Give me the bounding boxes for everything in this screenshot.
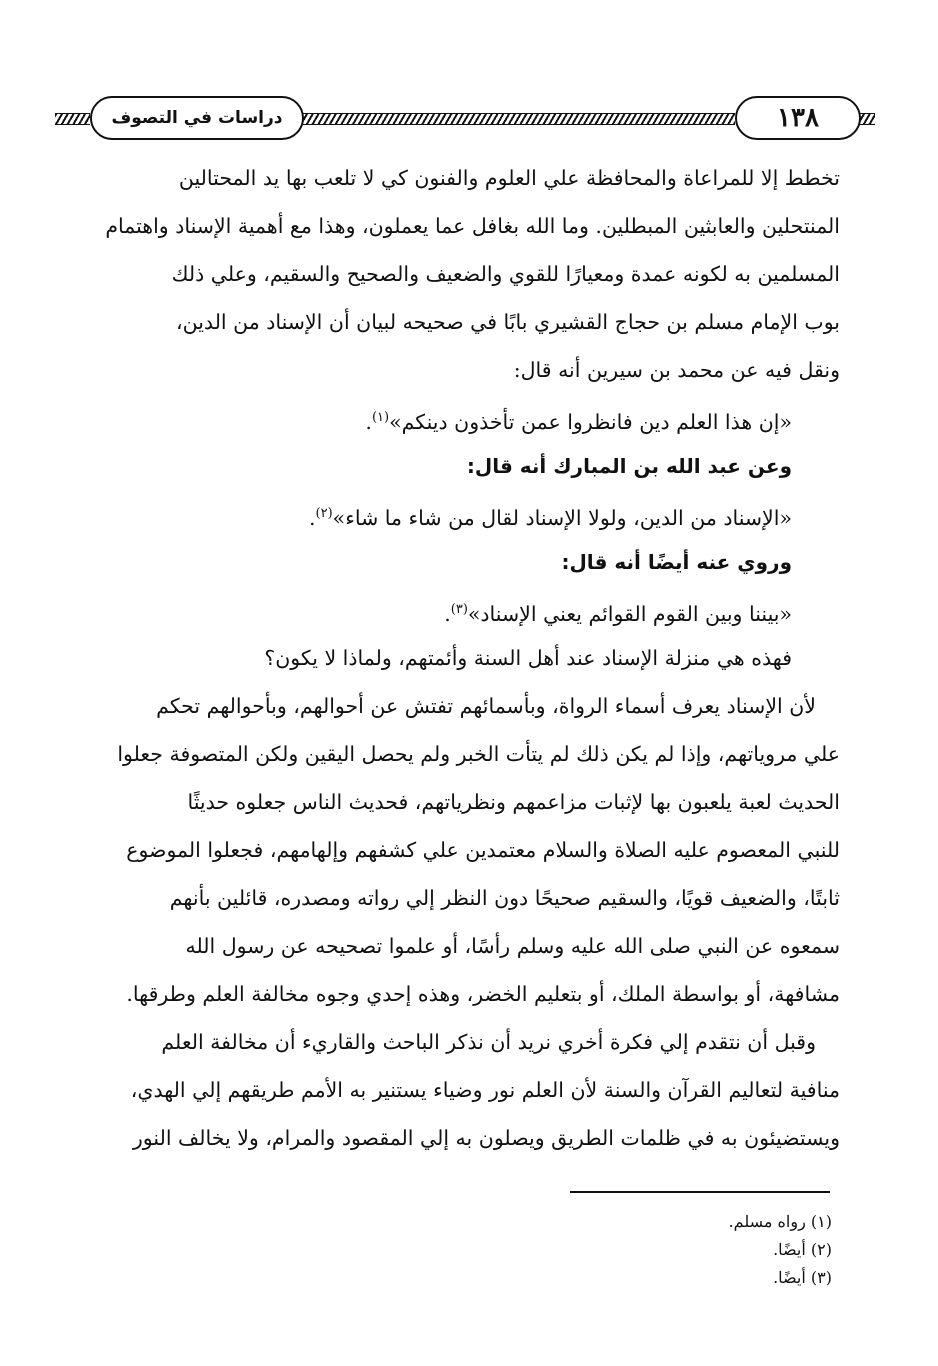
- page-body: [62, 154, 840, 1162]
- header-ornament: [55, 113, 90, 125]
- quote-text: «بيننا وبين القوم القوائم يعني الإسناد»: [467, 601, 792, 626]
- footnote-ref: (١): [371, 410, 390, 425]
- footnote: (٣) أيضًا.: [773, 1268, 832, 1287]
- quote-text: «الإسناد من الدين، ولولا الإسناد لقال من شاء ما شاء»: [332, 505, 792, 530]
- text-line: وقبل أن نتقدم إلي فكرة أخري نريد أن نذكر الباحث والقاريء أن مخالفة العلم: [161, 1030, 816, 1054]
- bold-line: وعن عبد الله بن المبارك أنه قال:: [466, 454, 792, 478]
- footnote-separator: [570, 1191, 830, 1193]
- text-line: سمعوه عن النبي صلى الله عليه وسلم رأسًا، أو علموا تصحيحه عن رسول الله: [185, 934, 840, 958]
- quote-line: [62, 490, 840, 538]
- quote-period: .: [444, 601, 451, 626]
- page-number: ١٣٨: [735, 96, 861, 140]
- book-title: دراسات في التصوف: [90, 96, 304, 140]
- text-line: علي مروياتهم، وإذا لم يكن ذلك لم يتأت الخبر ولم يحصل اليقين ولكن المتصوفة جعلوا: [117, 742, 840, 766]
- text-line: الحديث لعبة يلعبون بها لإثبات مزاعمهم ونظرياتهم، فحديث الناس جعلوه حديثًا: [187, 790, 840, 814]
- quote-line: [62, 394, 840, 442]
- text-line: للنبي المعصوم عليه الصلاة والسلام معتمدين علي كشفهم وإلهامهم، فجعلوا الموضوع: [126, 838, 840, 862]
- quote-text: «إن هذا العلم دين فانظروا عمن تأخذون دينكم»: [389, 409, 792, 434]
- footnotes: [560, 1208, 832, 1292]
- text-line: ونقل فيه عن محمد بن سيرين أنه قال:: [513, 358, 840, 382]
- text-line: لأن الإسناد يعرف أسماء الرواة، وبأسمائهم تفتش عن أحوالهم، وبأحوالهم تحكم: [156, 694, 816, 718]
- footnote-ref: (٢): [315, 506, 333, 521]
- text-line: المنتحلين والعابثين المبطلين. وما الله بغافل عما يعملون، وهذا مع أهمية الإسناد واهتمام: [105, 214, 840, 238]
- text-line: فهذه هي منزلة الإسناد عند أهل السنة وأئمتهم، ولماذا لا يكون؟: [264, 646, 792, 670]
- text-line: بوب الإمام مسلم بن حجاج القشيري بابًا في صحيحه لبيان أن الإسناد من الدين،: [176, 310, 840, 334]
- footnote: (٢) أيضًا.: [773, 1240, 832, 1259]
- text-line: ثابتًا، والضعيف قويًا، والسقيم صحيحًا دون النظر إلي رواته ومصدره، قائلين بأنهم: [169, 886, 840, 910]
- running-header: [55, 96, 875, 142]
- header-ornament: [300, 113, 735, 125]
- text-line: تخطط إلا للمراعاة والمحافظة علي العلوم والفنون كي لا تلعب بها يد المحتالين: [178, 166, 840, 190]
- text-line: ويستضيئون به في ظلمات الطريق ويصلون به إلي المقصود والمرام، ولا يخالف النور: [132, 1126, 840, 1150]
- text-line: منافية لتعاليم القرآن والسنة لأن العلم نور وضياء يستنير به الأمم طريقهم إلي الهدي،: [130, 1078, 840, 1102]
- text-line: المسلمين به لكونه عمدة ومعيارًا للقوي والضعيف والصحيح والسقيم، وعلي ذلك: [171, 262, 840, 286]
- bold-line: وروي عنه أيضًا أنه قال:: [561, 550, 792, 574]
- quote-period: .: [365, 409, 372, 434]
- footnote: (١) رواه مسلم.: [728, 1212, 832, 1231]
- quote-line: [62, 586, 840, 634]
- quote-period: .: [309, 505, 316, 530]
- text-line: مشافهة، أو بواسطة الملك، أو بتعليم الخضر، وهذه إحدي وجوه مخالفة العلم وطرقها.: [126, 982, 840, 1006]
- footnote-ref: (٣): [450, 602, 468, 617]
